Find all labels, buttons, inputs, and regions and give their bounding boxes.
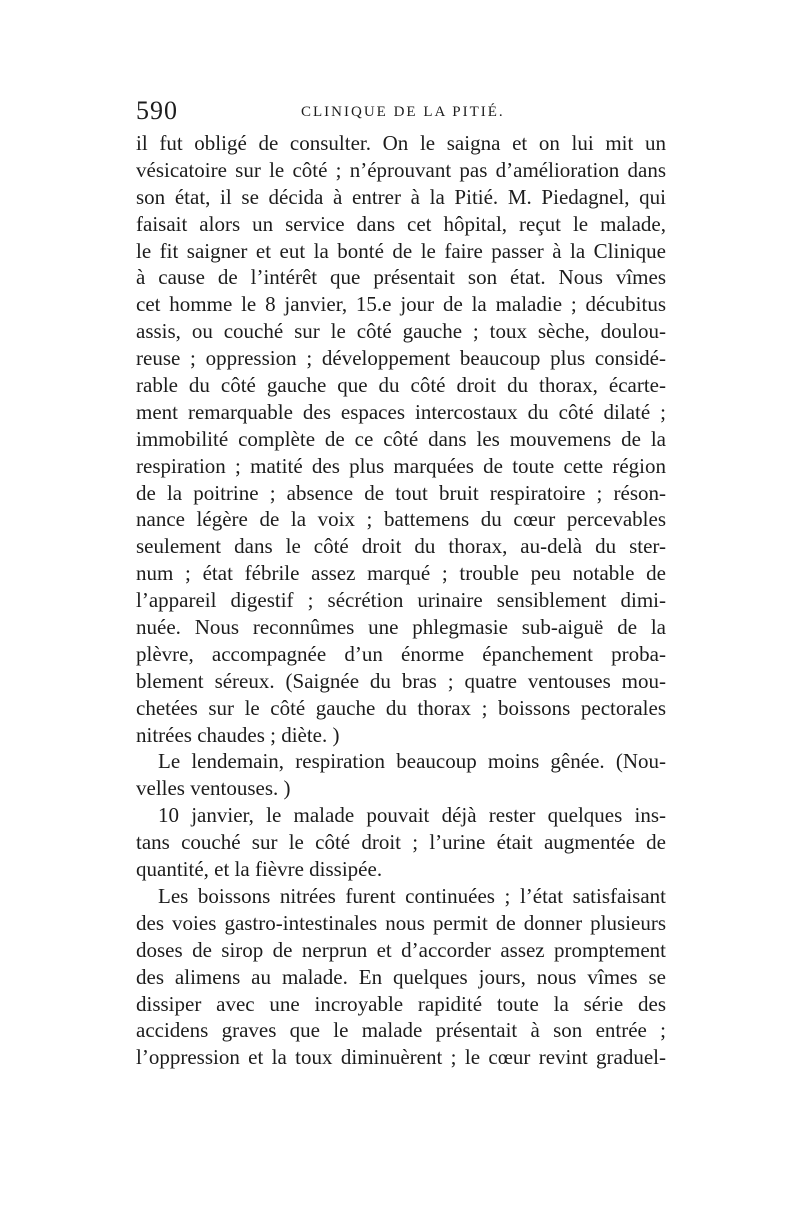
text-line: nitrées chaudes ; diète. ) bbox=[136, 722, 340, 747]
text-line: assis, ou couché sur le côté gauche ; toux sèche, doulou- bbox=[136, 319, 666, 344]
text-line: reuse ; oppression ; développement beaucoup plus considé- bbox=[136, 346, 666, 371]
text-line: nuée. Nous reconnûmes une phlegmasie sub-aiguë de la bbox=[136, 615, 666, 640]
page-header bbox=[136, 96, 668, 126]
text-line: le fit saigner et eut la bonté de le faire passer à la Clinique bbox=[136, 238, 666, 263]
text-line: 10 janvier, le malade pouvait déjà rester quelques ins- bbox=[158, 803, 666, 828]
text-line: des voies gastro-intestinales nous permit de donner plusieurs bbox=[136, 910, 666, 935]
text-line: faisait alors un service dans cet hôpital, reçut le malade, bbox=[136, 211, 666, 236]
text-line: quantité, et la fièvre dissipée. bbox=[136, 857, 383, 882]
text-line: num ; état fébrile assez marqué ; trouble peu notable de bbox=[136, 561, 666, 586]
text-line: à cause de l’intérêt que présentait son état. Nous vîmes bbox=[136, 265, 666, 290]
text-line: tans couché sur le côté droit ; l’urine était augmentée de bbox=[136, 830, 666, 855]
text-line: doses de sirop de nerprun et d’accorder assez promptement bbox=[136, 937, 666, 962]
text-line: plèvre, accompagnée d’un énorme épanchement proba- bbox=[136, 641, 666, 666]
text-line: dissiper avec une incroyable rapidité toute la série des bbox=[136, 991, 666, 1016]
text-line: il fut obligé de consulter. On le saigna et on lui mit un bbox=[136, 131, 666, 155]
text-line: des alimens au malade. En quelques jours, nous vîmes se bbox=[136, 964, 666, 989]
body-text bbox=[136, 130, 666, 1071]
text-line: chetées sur le côté gauche du thorax ; boissons pectorales bbox=[136, 695, 666, 720]
page-number: 590 bbox=[136, 96, 178, 125]
text-line: l’oppression et la toux diminuèrent ; le cœur revint graduel- bbox=[136, 1045, 666, 1070]
text-line: seulement dans le côté droit du thorax, au-delà du ster- bbox=[136, 534, 666, 559]
text-line: respiration ; matité des plus marquées de toute cette région bbox=[136, 453, 666, 478]
text-line: nance légère de la voix ; battemens du cœur percevables bbox=[136, 507, 666, 532]
text-line: rable du côté gauche que du côté droit du thorax, écarte- bbox=[136, 373, 666, 398]
text-line: son état, il se décida à entrer à la Pitié. M. Piedagnel, qui bbox=[136, 184, 666, 209]
text-line: ment remarquable des espaces intercostaux du côté dilaté ; bbox=[136, 399, 666, 424]
text-line: Le lendemain, respiration beaucoup moins gênée. (Nou- bbox=[158, 749, 666, 774]
text-line: blement séreux. (Saignée du bras ; quatre ventouses mou- bbox=[136, 668, 666, 693]
text-line: de la poitrine ; absence de tout bruit respiratoire ; réson- bbox=[136, 480, 666, 505]
text-line: velles ventouses. ) bbox=[136, 776, 291, 801]
running-title: CLINIQUE DE LA PITIÉ. bbox=[301, 104, 505, 120]
text-line: Les boissons nitrées furent continuées ; l’état satisfaisant bbox=[158, 883, 666, 908]
text-line: vésicatoire sur le côté ; n’éprouvant pas d’amélioration dans bbox=[136, 157, 666, 182]
text-line: immobilité complète de ce côté dans les mouvemens de la bbox=[136, 426, 666, 451]
text-line: cet homme le 8 janvier, 15.e jour de la maladie ; décubitus bbox=[136, 292, 666, 317]
text-line: accidens graves que le malade présentait à son entrée ; bbox=[136, 1018, 666, 1043]
text-line: l’appareil digestif ; sécrétion urinaire sensiblement dimi- bbox=[136, 588, 666, 613]
